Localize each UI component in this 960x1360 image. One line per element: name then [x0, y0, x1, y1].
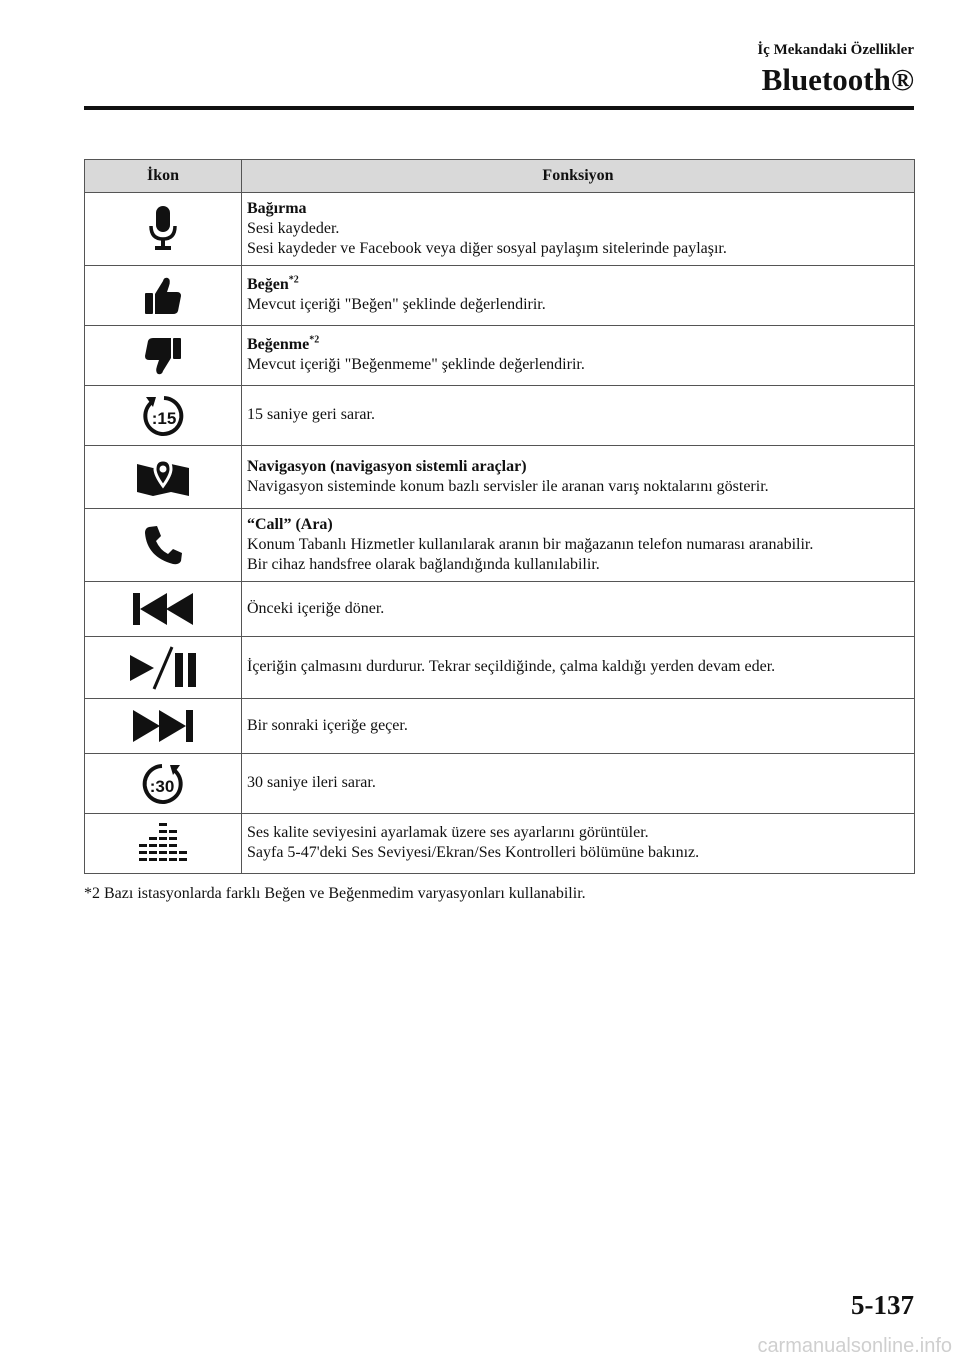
section-title: İç Mekandaki Özellikler [757, 42, 914, 58]
function-title-line [247, 275, 906, 295]
function-description: İçeriğin çalmasını durdurur. Tekrar seçildiğinde, çalma kaldığı yerden devam eder. [247, 658, 776, 675]
function-description: Konum Tabanlı Hizmetler kullanılarak aranın bir mağazanın telefon numarası aranabilir. [247, 535, 814, 553]
table-row [85, 814, 915, 874]
icon-cell [85, 814, 242, 874]
icon-cell [85, 509, 242, 582]
watermark: carmanualsonline.info [757, 1335, 952, 1357]
skip-next-icon [131, 708, 195, 744]
table-row [85, 193, 915, 266]
function-cell [242, 637, 915, 699]
rewind-15-label: :15 [151, 408, 177, 428]
header-rule [84, 106, 914, 110]
function-cell [242, 699, 915, 754]
icon-cell [85, 699, 242, 754]
phone-icon [143, 524, 183, 566]
function-cell [242, 754, 915, 814]
icon-cell [85, 446, 242, 509]
column-header-function: Fonksiyon [242, 160, 915, 193]
function-description: Mevcut içeriği "Beğenmeme" şeklinde değerlendirir. [247, 356, 585, 373]
skip-previous-icon [131, 591, 195, 627]
table-row [85, 386, 915, 446]
function-cell [242, 266, 915, 326]
function-title: Bağırma [247, 199, 307, 217]
function-cell [242, 386, 915, 446]
footnote: *2 Bazı istasyonlarda farklı Beğen ve Beğenmedim varyasyonları kullanabilir. [84, 885, 586, 902]
function-description: 15 saniye geri sarar. [247, 406, 375, 423]
microphone-icon [148, 206, 178, 252]
function-description: Navigasyon sisteminde konum bazlı servisler ile aranan varış noktalarını gösterir. [247, 477, 769, 495]
page-number: 5-137 [851, 1290, 914, 1320]
function-description: Önceki içeriğe döner. [247, 599, 385, 617]
icon-cell [85, 326, 242, 386]
chapter-title: Bluetooth® [761, 62, 914, 97]
function-title: Beğen [247, 276, 289, 293]
thumbs-down-icon [143, 336, 183, 376]
function-cell [242, 814, 915, 874]
forward-30-label: :30 [149, 776, 175, 796]
table-row [85, 446, 915, 509]
column-header-icon: İkon [85, 160, 242, 193]
footnote-marker: *2 [288, 274, 299, 286]
icon-cell [85, 266, 242, 326]
function-description: Sesi kaydeder ve Facebook veya diğer sosyal paylaşım sitelerinde paylaşır. [247, 239, 727, 257]
function-description: Ses kalite seviyesini ayarlamak üzere ses ayarlarını görüntüler. [247, 824, 649, 841]
function-cell [242, 582, 915, 637]
icon-cell [85, 754, 242, 814]
function-description: Bir cihaz handsfree olarak bağlandığında kullanılabilir. [247, 555, 600, 573]
table-row [85, 582, 915, 637]
icon-cell [85, 582, 242, 637]
thumbs-up-icon [143, 276, 183, 316]
table-row [85, 699, 915, 754]
table-row [85, 509, 915, 582]
function-cell [242, 509, 915, 582]
rewind-15-icon [140, 393, 186, 439]
function-title-line [247, 335, 906, 355]
function-cell [242, 326, 915, 386]
icon-cell [85, 386, 242, 446]
function-title: Beğenme [247, 336, 310, 353]
function-description: Sayfa 5-47'deki Ses Seviyesi/Ekran/Ses Kontrolleri bölümüne bakınız. [247, 844, 700, 861]
footnote-marker: *2 [309, 334, 320, 346]
icon-function-table [84, 159, 915, 874]
table-row [85, 266, 915, 326]
icon-cell [85, 637, 242, 699]
function-title: “Call” (Ara) [247, 515, 333, 533]
equalizer-icon [133, 821, 193, 867]
function-description: Bir sonraki içeriğe geçer. [247, 716, 408, 734]
function-description: Mevcut içeriği "Beğen" şeklinde değerlendirir. [247, 296, 546, 313]
table-row [85, 637, 915, 699]
function-cell [242, 446, 915, 509]
forward-30-icon [140, 761, 186, 807]
table-row [85, 754, 915, 814]
function-description: 30 saniye ileri sarar. [247, 774, 376, 791]
page-header [757, 40, 914, 100]
table-row [85, 326, 915, 386]
navigation-map-icon [135, 456, 191, 498]
play-pause-icon [128, 645, 198, 691]
function-description: Sesi kaydeder. [247, 219, 340, 237]
table-header-row [85, 160, 915, 193]
function-cell [242, 193, 915, 266]
icon-cell [85, 193, 242, 266]
function-title: Navigasyon (navigasyon sistemli araçlar) [247, 457, 527, 475]
